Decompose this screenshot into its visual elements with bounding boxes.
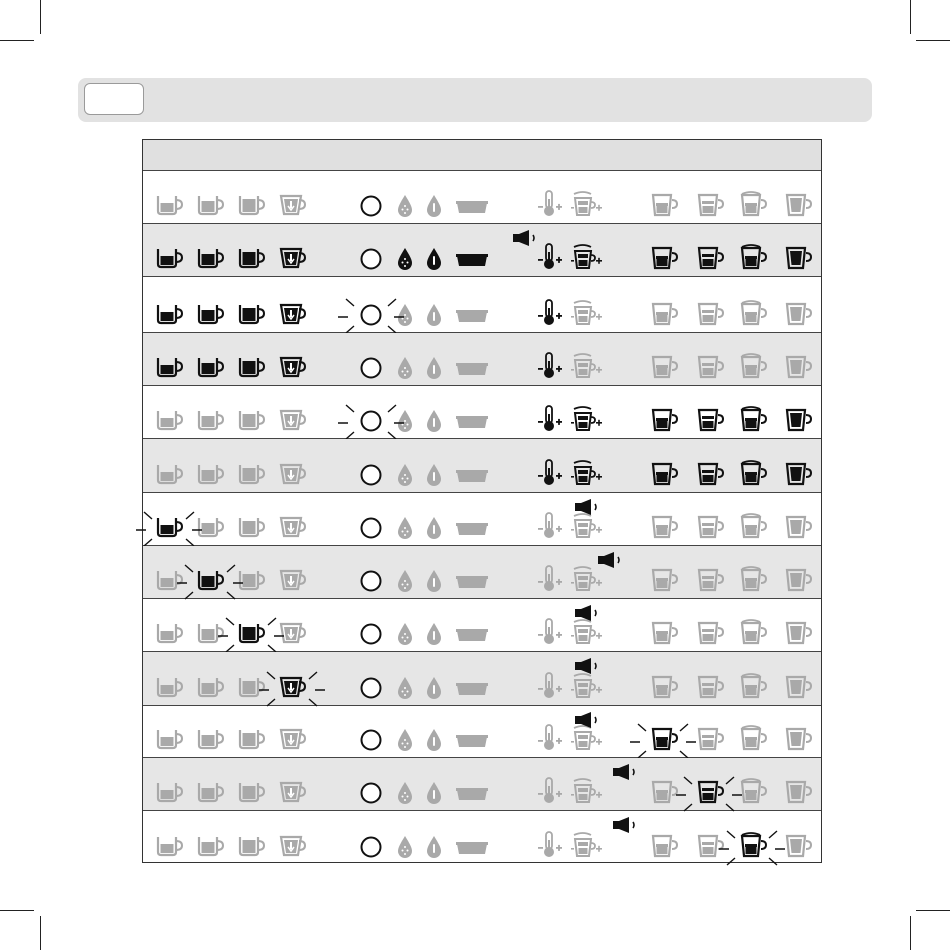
descale-drop-icon (397, 676, 413, 700)
thermometer-icon (535, 405, 565, 433)
drip-tray-icon (456, 363, 488, 377)
milk-small-icon (650, 301, 680, 327)
milk-small-icon (650, 674, 680, 700)
table-row (143, 811, 821, 865)
milk-tall-icon (784, 301, 814, 327)
drip-tray-icon (456, 735, 488, 749)
crop-mark (40, 916, 41, 950)
water-drop-icon (426, 835, 442, 859)
small-cup-icon (156, 728, 186, 752)
water-drop-icon (426, 622, 442, 646)
status-ring-icon (359, 622, 383, 646)
descale-drop-icon (397, 728, 413, 752)
milk-medium-icon (696, 567, 726, 593)
thermometer-icon (535, 672, 565, 700)
thermometer-icon (535, 459, 565, 487)
status-ring-icon (359, 676, 383, 700)
drip-tray-icon (456, 201, 488, 215)
drip-tray-icon (456, 310, 488, 324)
small-cup-icon (156, 194, 186, 218)
medium-cup-icon (197, 303, 227, 327)
strong-cup-icon (279, 569, 309, 593)
large-cup-icon (238, 516, 268, 540)
milk-tall-icon (784, 726, 814, 752)
status-ring-icon (359, 247, 383, 271)
blink-rays-icon (336, 295, 406, 335)
small-cup-icon (156, 676, 186, 700)
thermometer-icon (535, 565, 565, 593)
milk-tall-icon (784, 407, 814, 433)
crop-mark (40, 0, 41, 34)
speaker-icon (613, 764, 639, 780)
milk-medium-icon (696, 354, 726, 380)
small-cup-icon (156, 356, 186, 380)
medium-cup-icon (197, 781, 227, 805)
crop-mark (910, 0, 911, 34)
water-drop-icon (426, 194, 442, 218)
milk-medium-icon (696, 461, 726, 487)
table-row (143, 546, 821, 599)
froth-cup-icon (571, 724, 603, 752)
milk-large-icon (739, 674, 769, 700)
milk-small-icon (650, 514, 680, 540)
strong-cup-icon (279, 409, 309, 433)
table-row (143, 493, 821, 546)
milk-small-icon (650, 354, 680, 380)
table-row (143, 333, 821, 386)
speaker-icon (513, 230, 539, 246)
froth-cup-icon (571, 512, 603, 540)
water-drop-icon (426, 676, 442, 700)
status-ring-icon (359, 516, 383, 540)
status-ring-icon (359, 356, 383, 380)
blink-rays-icon (134, 508, 204, 548)
blink-rays-icon (717, 827, 787, 867)
drip-tray-icon (456, 254, 488, 268)
milk-large-icon (739, 354, 769, 380)
drip-tray-icon (456, 629, 488, 643)
blink-rays-icon (336, 401, 406, 441)
medium-cup-icon (197, 356, 227, 380)
drip-tray-icon (456, 788, 488, 802)
strong-cup-icon (279, 303, 309, 327)
indicator-table (142, 139, 822, 863)
table-row (143, 599, 821, 652)
froth-cup-icon (571, 672, 603, 700)
water-drop-icon (426, 516, 442, 540)
section-header-band (78, 78, 872, 122)
milk-large-icon (739, 567, 769, 593)
medium-cup-icon (197, 463, 227, 487)
water-drop-icon (426, 356, 442, 380)
froth-cup-icon (571, 405, 603, 433)
blink-rays-icon (674, 773, 744, 813)
section-tab (84, 83, 144, 115)
large-cup-icon (238, 835, 268, 859)
descale-drop-icon (397, 835, 413, 859)
crop-mark (910, 916, 911, 950)
milk-medium-icon (696, 674, 726, 700)
medium-cup-icon (197, 676, 227, 700)
milk-medium-icon (696, 514, 726, 540)
water-drop-icon (426, 247, 442, 271)
milk-tall-icon (784, 833, 814, 859)
table-row (143, 758, 821, 811)
drip-tray-icon (456, 470, 488, 484)
status-ring-icon (359, 728, 383, 752)
milk-large-icon (739, 407, 769, 433)
milk-large-icon (739, 620, 769, 646)
thermometer-icon (535, 512, 565, 540)
table-row (143, 706, 821, 758)
froth-cup-icon (571, 190, 603, 218)
milk-tall-icon (784, 567, 814, 593)
strong-cup-icon (279, 728, 309, 752)
thermometer-icon (535, 831, 565, 859)
small-cup-icon (156, 622, 186, 646)
thermometer-icon (535, 352, 565, 380)
blink-rays-icon (257, 668, 327, 708)
small-cup-icon (156, 781, 186, 805)
table-row (143, 277, 821, 333)
crop-mark (916, 910, 950, 911)
strong-cup-icon (279, 781, 309, 805)
status-ring-icon (359, 835, 383, 859)
drip-tray-icon (456, 576, 488, 590)
drip-tray-icon (456, 842, 488, 856)
water-drop-icon (426, 728, 442, 752)
blink-rays-icon (175, 561, 245, 601)
froth-cup-icon (571, 777, 603, 805)
milk-medium-icon (696, 620, 726, 646)
milk-small-icon (650, 461, 680, 487)
large-cup-icon (238, 356, 268, 380)
water-drop-icon (426, 781, 442, 805)
blink-rays-icon (216, 614, 286, 654)
small-cup-icon (156, 303, 186, 327)
large-cup-icon (238, 781, 268, 805)
speaker-icon (613, 817, 639, 833)
strong-cup-icon (279, 356, 309, 380)
water-drop-icon (426, 409, 442, 433)
milk-medium-icon (696, 245, 726, 271)
large-cup-icon (238, 409, 268, 433)
milk-tall-icon (784, 514, 814, 540)
froth-cup-icon (571, 459, 603, 487)
thermometer-icon (535, 724, 565, 752)
medium-cup-icon (197, 835, 227, 859)
froth-cup-icon (571, 299, 603, 327)
table-row (143, 224, 821, 277)
table-header (143, 140, 821, 171)
medium-cup-icon (197, 247, 227, 271)
milk-small-icon (650, 620, 680, 646)
table-row (143, 171, 821, 224)
drip-tray-icon (456, 523, 488, 537)
large-cup-icon (238, 728, 268, 752)
milk-tall-icon (784, 461, 814, 487)
thermometer-icon (535, 618, 565, 646)
descale-drop-icon (397, 247, 413, 271)
froth-cup-icon (571, 565, 603, 593)
strong-cup-icon (279, 835, 309, 859)
speaker-icon (575, 658, 601, 674)
strong-cup-icon (279, 516, 309, 540)
descale-drop-icon (397, 781, 413, 805)
froth-cup-icon (571, 243, 603, 271)
large-cup-icon (238, 247, 268, 271)
speaker-icon (598, 552, 624, 568)
water-drop-icon (426, 569, 442, 593)
water-drop-icon (426, 303, 442, 327)
froth-cup-icon (571, 831, 603, 859)
milk-tall-icon (784, 192, 814, 218)
milk-large-icon (739, 514, 769, 540)
descale-drop-icon (397, 194, 413, 218)
status-ring-icon (359, 569, 383, 593)
milk-tall-icon (784, 779, 814, 805)
milk-medium-icon (696, 726, 726, 752)
table-row (143, 652, 821, 706)
small-cup-icon (156, 247, 186, 271)
milk-tall-icon (784, 674, 814, 700)
large-cup-icon (238, 194, 268, 218)
drip-tray-icon (456, 683, 488, 697)
small-cup-icon (156, 835, 186, 859)
milk-small-icon (650, 567, 680, 593)
crop-mark (916, 40, 950, 41)
medium-cup-icon (197, 728, 227, 752)
milk-large-icon (739, 726, 769, 752)
table-row (143, 386, 821, 439)
crop-mark (0, 910, 34, 911)
descale-drop-icon (397, 356, 413, 380)
milk-small-icon (650, 833, 680, 859)
speaker-icon (575, 499, 601, 515)
milk-medium-icon (696, 192, 726, 218)
milk-tall-icon (784, 354, 814, 380)
strong-cup-icon (279, 247, 309, 271)
milk-tall-icon (784, 245, 814, 271)
status-ring-icon (359, 463, 383, 487)
thermometer-icon (535, 190, 565, 218)
strong-cup-icon (279, 194, 309, 218)
blink-rays-icon (628, 720, 698, 760)
drip-tray-icon (456, 416, 488, 430)
thermometer-icon (535, 243, 565, 271)
strong-cup-icon (279, 463, 309, 487)
water-drop-icon (426, 463, 442, 487)
speaker-icon (575, 712, 601, 728)
milk-large-icon (739, 461, 769, 487)
froth-cup-icon (571, 618, 603, 646)
milk-medium-icon (696, 407, 726, 433)
milk-medium-icon (696, 301, 726, 327)
milk-small-icon (650, 245, 680, 271)
status-ring-icon (359, 194, 383, 218)
milk-large-icon (739, 192, 769, 218)
large-cup-icon (238, 303, 268, 327)
status-ring-icon (359, 781, 383, 805)
milk-tall-icon (784, 620, 814, 646)
medium-cup-icon (197, 194, 227, 218)
descale-drop-icon (397, 516, 413, 540)
speaker-icon (575, 605, 601, 621)
descale-drop-icon (397, 622, 413, 646)
descale-drop-icon (397, 569, 413, 593)
thermometer-icon (535, 299, 565, 327)
froth-cup-icon (571, 352, 603, 380)
medium-cup-icon (197, 409, 227, 433)
table-row (143, 439, 821, 493)
milk-large-icon (739, 245, 769, 271)
small-cup-icon (156, 463, 186, 487)
milk-large-icon (739, 301, 769, 327)
thermometer-icon (535, 777, 565, 805)
small-cup-icon (156, 409, 186, 433)
descale-drop-icon (397, 463, 413, 487)
large-cup-icon (238, 463, 268, 487)
milk-small-icon (650, 407, 680, 433)
milk-small-icon (650, 192, 680, 218)
crop-mark (0, 40, 34, 41)
